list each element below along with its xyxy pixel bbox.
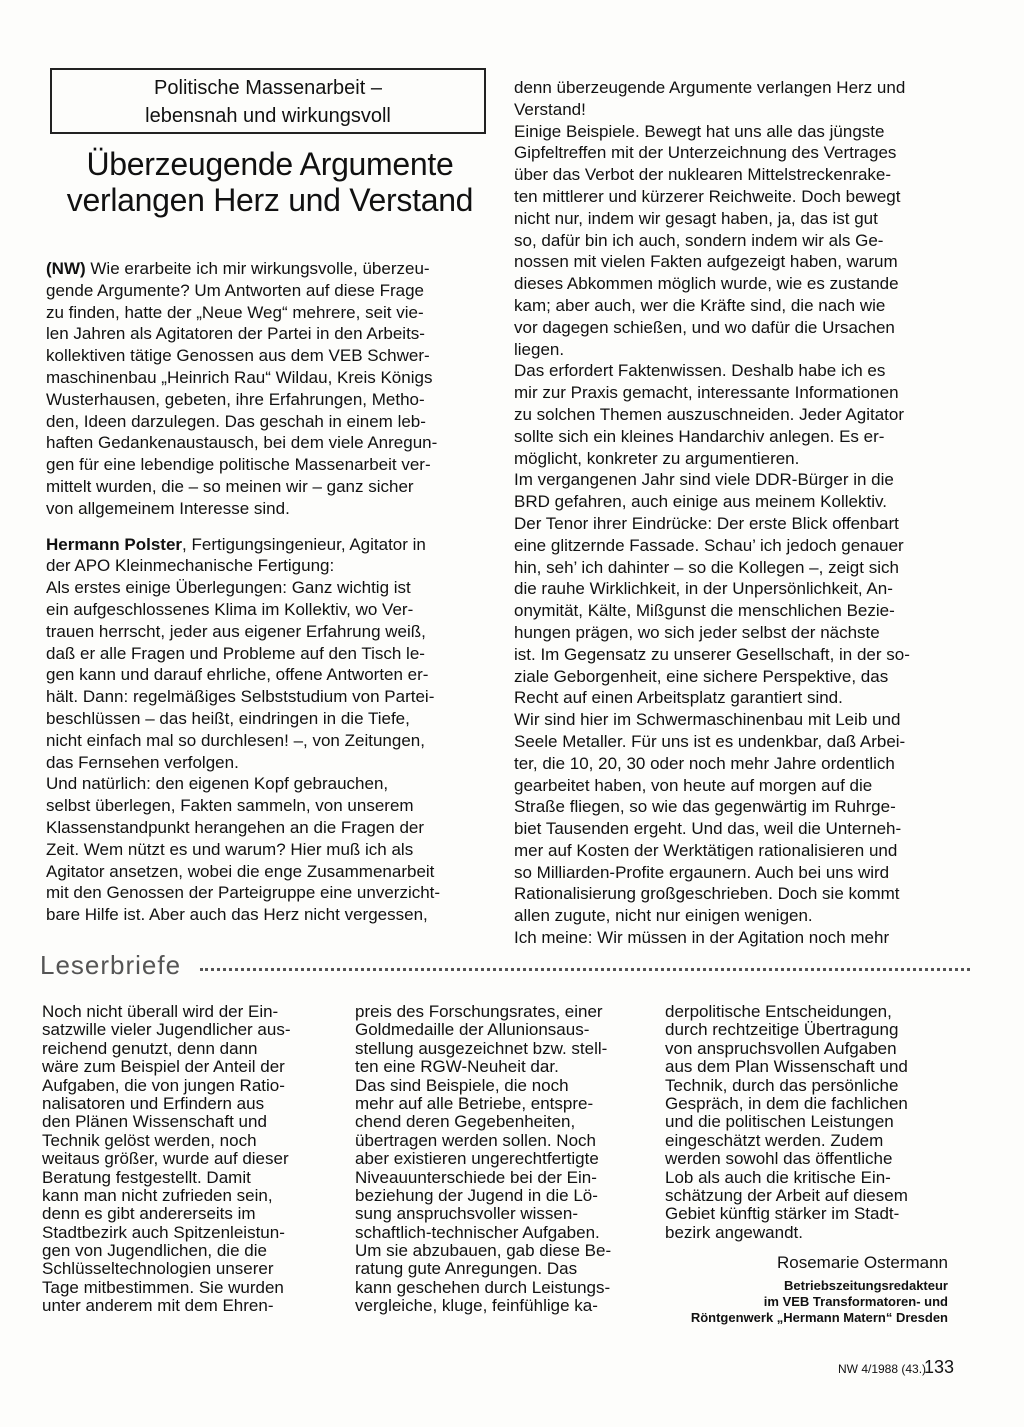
text-line: weitaus größer, wurde auf dieser bbox=[42, 1150, 289, 1169]
text-line: satzwille vieler Jugendlicher aus- bbox=[42, 1021, 291, 1040]
text-line: Beratung festgestellt. Damit bbox=[42, 1168, 251, 1187]
text-line: aus dem Plan Wissenschaft und bbox=[665, 1058, 908, 1077]
text-line: eingeschätzt werden. Zudem bbox=[665, 1131, 884, 1150]
speaker-name: Hermann Polster bbox=[46, 534, 183, 554]
text-line: Recht auf einen Arbeitsplatz garantiert sind. bbox=[514, 688, 843, 708]
article-headline bbox=[50, 146, 490, 218]
text-line: Das erfordert Faktenwissen. Deshalb habe ich es bbox=[514, 361, 886, 381]
text-line: ten mittlerer und kürzerer Reichweite. Doch bewegt bbox=[514, 186, 901, 206]
text-line: daß er alle Fragen und Probleme auf den Tisch le- bbox=[46, 643, 425, 663]
text-line: Im vergangenen Jahr sind viele DDR-Bürger in die bbox=[514, 470, 894, 490]
text-line: sung anspruchsvoller wissen- bbox=[355, 1205, 578, 1224]
text-line: aber existieren ungerechtfertigte bbox=[355, 1150, 599, 1169]
text-line: Gebiet künftig stärker im Stadt- bbox=[665, 1205, 900, 1224]
text-line: Goldmedaille der Allunionsaus- bbox=[355, 1021, 590, 1040]
text-line: zu finden, hatte der „Neue Weg“ mehrere, seit vie- bbox=[46, 302, 424, 322]
text-line: Klassenstandpunkt herangehen an die Fragen der bbox=[46, 817, 425, 837]
text-line: nicht nur, indem wir gesagt haben, ja, das ist gut bbox=[514, 208, 878, 228]
speaker-line bbox=[46, 534, 486, 556]
text-line: Rationalisierung großgeschrieben. Doch sie kommt bbox=[514, 884, 900, 904]
paragraph-gap bbox=[46, 520, 486, 534]
letters-section-header bbox=[40, 950, 970, 980]
text-line: liegen. bbox=[514, 339, 565, 359]
text-line: beziehung der Jugend in die Lö- bbox=[355, 1186, 598, 1205]
text-line: gen kann und darauf ehrliche, offene Antworten er- bbox=[46, 665, 429, 685]
letter-column-3 bbox=[665, 1003, 950, 1242]
text-line: den, Ideen darzulegen. Das geschah in einem leb- bbox=[46, 411, 426, 431]
text-line: übertragen werden sollen. Noch bbox=[355, 1131, 596, 1150]
text-line: vor dagegen schießen, und wo dafür die Ursachen bbox=[514, 317, 895, 337]
text-line: ein aufgeschlossenes Klima im Kollektiv, wo Ver- bbox=[46, 599, 414, 619]
kicker-line: lebensnah und wirkungsvoll bbox=[145, 105, 391, 127]
text-line: der APO Kleinmechanische Fertigung: bbox=[46, 556, 335, 576]
text-line: Um sie abzubauen, gab diese Be- bbox=[355, 1242, 612, 1261]
article-column-left bbox=[46, 258, 486, 926]
text-line: ten eine RGW-Neuheit dar. bbox=[355, 1058, 559, 1077]
kicker-line: Politische Massenarbeit – bbox=[154, 77, 382, 99]
text-line: Das sind Beispiele, die noch bbox=[355, 1076, 569, 1095]
text-line: denn es gibt andererseits im bbox=[42, 1205, 256, 1224]
text-line: Lob als auch die kritische Ein- bbox=[665, 1168, 891, 1187]
text-line: biet Tausenden ergeht. Und das, weil die Unterneh- bbox=[514, 819, 902, 839]
lead-first-text: Wie erarbeite ich mir wirkungsvolle, überzeu- bbox=[85, 259, 430, 278]
text-line: bezirk angewandt. bbox=[665, 1223, 803, 1242]
text-line: selbst überlegen, Fakten sammeln, von unserem bbox=[46, 796, 414, 816]
text-line: Gipfeltreffen mit der Unterzeichnung des Vertrages bbox=[514, 143, 897, 163]
headline-line: Überzeugende Argumente bbox=[86, 146, 454, 182]
text-line: die rauhe Wirklichkeit, in der Unpersönlichkeit, An- bbox=[514, 579, 893, 599]
text-line: Wusterhausen, gebeten, ihre Erfahrungen, Metho- bbox=[46, 389, 425, 409]
text-line: ter, die 10, 20, 30 oder noch mehr Jahre ordentlich bbox=[514, 753, 895, 773]
text-line: hungen prägen, wo sich jeder selbst der nächste bbox=[514, 622, 880, 642]
speaker-role: , Fertigungsingenieur, Agitator in bbox=[182, 534, 426, 554]
text-line: Technik, durch das persönliche bbox=[665, 1076, 899, 1095]
text-line: dieses Abkommen möglich wurde, wie es zustande bbox=[514, 274, 899, 294]
text-line: Schlüsseltechnologien unserer bbox=[42, 1260, 274, 1279]
text-line: durch rechtzeitige Übertragung bbox=[665, 1021, 899, 1040]
text-line: Als erstes einige Überlegungen: Ganz wichtig ist bbox=[46, 578, 411, 598]
text-line: reichend genutzt, denn dann bbox=[42, 1039, 258, 1058]
text-line: Der Tenor ihrer Eindrücke: Der erste Blick offenbart bbox=[514, 513, 899, 533]
letters-section-title: Leserbriefe bbox=[40, 950, 182, 980]
text-line: kollektiven tätige Genossen aus dem VEB Schwer- bbox=[46, 346, 430, 366]
text-line: hält. Dann: regelmäßiges Selbststudium von Partei- bbox=[46, 687, 435, 707]
text-line: den Plänen Wissenschaft und bbox=[42, 1113, 267, 1132]
text-line: stellung ausgezeichnet bzw. stell- bbox=[355, 1039, 608, 1058]
text-line: sollte sich ein kleines Handarchiv anlegen. Es er- bbox=[514, 426, 885, 446]
text-line: chend deren Gegebenheiten, bbox=[355, 1113, 576, 1132]
text-line: werden sowohl das öffentliche bbox=[665, 1150, 893, 1169]
article-column-right bbox=[514, 77, 960, 949]
text-line: Stadtbezirk auch Spitzenleistun- bbox=[42, 1223, 285, 1242]
text-line: von allgemeinem Interesse sind. bbox=[46, 498, 290, 518]
text-line: Einige Beispiele. Bewegt hat uns alle das jüngste bbox=[514, 121, 885, 141]
letter-author-role bbox=[640, 1278, 948, 1326]
text-line: unter anderem mit dem Ehren- bbox=[42, 1297, 274, 1316]
text-line: und die politischen Leistungen bbox=[665, 1113, 894, 1132]
text-line: zu solchen Themen auszuschneiden. Jeder Agitator bbox=[514, 404, 904, 424]
text-line: gearbeitet haben, von heute auf morgen auf die bbox=[514, 775, 873, 795]
text-line: eine glitzernde Fassade. Schau’ ich jedoch genauer bbox=[514, 535, 904, 555]
text-line: das Fernsehen verfolgen. bbox=[46, 752, 239, 772]
letter-author: Rosemarie Ostermann bbox=[776, 1253, 948, 1272]
text-line: nalisatoren und Erfindern aus bbox=[42, 1094, 265, 1113]
text-line: ratung gute Anregungen. Das bbox=[355, 1260, 578, 1279]
text-line: onymität, Kälte, Mißgunst die menschlichen Bezie- bbox=[514, 601, 895, 621]
text-line: kann geschehen durch Leistungs- bbox=[355, 1278, 611, 1297]
text-line: schätzung der Arbeit auf diesem bbox=[665, 1186, 908, 1205]
letter-column-2 bbox=[355, 1003, 639, 1316]
text-line: beschlüssen – das heißt, eindringen in die Tiefe, bbox=[46, 708, 410, 728]
text-line: kam; aber auch, wer die Kräfte sind, die nach wie bbox=[514, 295, 886, 315]
text-line: so Milliarden-Profite ergaunern. Auch bei uns wird bbox=[514, 862, 890, 882]
text-line: möglicht, konkreter zu argumentieren. bbox=[514, 448, 800, 468]
text-line: Niveauunterschiede bei der Ein- bbox=[355, 1168, 597, 1187]
text-line: gende Argumente? Um Antworten auf diese Frage bbox=[46, 280, 425, 300]
author-role-line: im VEB Transformatoren- und bbox=[763, 1294, 948, 1309]
section-divider bbox=[200, 968, 970, 971]
text-line: mit den Genossen der Parteigruppe eine unverzicht- bbox=[46, 883, 441, 903]
text-line: bare Hilfe ist. Aber auch das Herz nicht vergessen, bbox=[46, 905, 428, 925]
text-line: haften Gedankenaustausch, bei dem viele Anregun- bbox=[46, 433, 438, 453]
text-line: nossen mit vielen Fakten aufgezeigt haben, warum bbox=[514, 252, 898, 272]
text-line: ziale Geborgenheit, eine sichere Perspektive, das bbox=[514, 666, 889, 686]
text-line: Agitator ansetzen, wobei die enge Zusammenarbeit bbox=[46, 861, 435, 881]
text-line: kann man nicht zufrieden sein, bbox=[42, 1186, 273, 1205]
text-line: len Jahren als Agitatoren der Partei in den Arbeits- bbox=[46, 324, 425, 344]
text-line: Seele Metaller. Für uns ist es undenkbar, daß Arbei- bbox=[514, 731, 906, 751]
text-line: Tage mitbestimmen. Sie wurden bbox=[42, 1278, 284, 1297]
letter-column-1 bbox=[42, 1003, 324, 1316]
kicker-box bbox=[50, 68, 486, 134]
text-line: mir zur Praxis gemacht, interessante Informationen bbox=[514, 383, 899, 403]
text-line: mehr auf alle Betriebe, entspre- bbox=[355, 1094, 594, 1113]
text-line: gen für eine lebendige politische Massenarbeit ver- bbox=[46, 455, 431, 475]
text-line: Zeit. Wem nützt es und warum? Hier muß ich als bbox=[46, 839, 414, 859]
text-line: über das Verbot der nuklearen Mittelstreckenrake- bbox=[514, 165, 892, 185]
text-line: Ich meine: Wir müssen in der Agitation noch mehr bbox=[514, 928, 890, 948]
text-line: hin, seh’ ich dahinter – so die Kollegen –, zeigt sich bbox=[514, 557, 899, 577]
text-line: vergleiche, kluge, feinfühlige ka- bbox=[355, 1297, 598, 1316]
text-line: maschinenbau „Heinrich Rau“ Wildau, Kreis Königs bbox=[46, 367, 433, 387]
issue-reference: NW 4/1988 (43.) bbox=[838, 1362, 927, 1376]
text-line: so, dafür bin ich auch, sondern indem wir als Ge- bbox=[514, 230, 884, 250]
author-role-line: Betriebszeitungsredakteur bbox=[784, 1278, 948, 1293]
text-line: Noch nicht überall wird der Ein- bbox=[42, 1003, 279, 1021]
author-role-line: Röntgenwerk „Hermann Matern“ Dresden bbox=[690, 1310, 948, 1325]
lead-tag: (NW) bbox=[46, 259, 86, 278]
text-line: mer auf Kosten der Werktätigen rationalisieren und bbox=[514, 840, 898, 860]
text-line: ist. Im Gegensatz zu unserer Gesellschaft, in der so- bbox=[514, 644, 910, 664]
text-line: trauen herrscht, jeder aus eigener Erfahrung weiß, bbox=[46, 621, 426, 641]
text-line: preis des Forschungsrates, einer bbox=[355, 1003, 603, 1021]
text-line: nicht einfach mal so durchlesen! –, von Zeitungen, bbox=[46, 730, 425, 750]
text-line: Aufgaben, die von jungen Ratio- bbox=[42, 1076, 285, 1095]
text-line: Verstand! bbox=[514, 99, 586, 119]
page-number: 133 bbox=[924, 1357, 955, 1377]
text-line: von anspruchsvollen Aufgaben bbox=[665, 1039, 897, 1058]
text-line: allen zugute, nicht nur einigen wenigen. bbox=[514, 906, 813, 926]
text-line: denn überzeugende Argumente verlangen Herz und bbox=[514, 78, 906, 97]
text-line: Wir sind hier im Schwermaschinenbau mit Leib und bbox=[514, 710, 901, 730]
text-line: Gespräch, in dem die fachlichen bbox=[665, 1094, 908, 1113]
text-line: derpolitische Entscheidungen, bbox=[665, 1003, 892, 1021]
text-line: Und natürlich: den eigenen Kopf gebrauchen, bbox=[46, 774, 389, 794]
text-line: gen von Jugendlichen, die die bbox=[42, 1242, 267, 1261]
text-line: Straße fliegen, so wie das gegenwärtig im Ruhrge- bbox=[514, 797, 896, 817]
headline-line: verlangen Herz und Verstand bbox=[66, 182, 474, 218]
text-line: schaftlich-technischer Aufgaben. bbox=[355, 1223, 600, 1242]
text-line: wäre zum Beispiel der Anteil der bbox=[42, 1058, 285, 1077]
lead-first-line bbox=[46, 258, 486, 280]
text-line: Technik gelöst werden, noch bbox=[42, 1131, 257, 1150]
text-line: BRD gefahren, auch einige aus meinem Kollektiv. bbox=[514, 492, 887, 512]
text-line: mittelt wurden, die – so meinen wir – ganz sicher bbox=[46, 476, 414, 496]
